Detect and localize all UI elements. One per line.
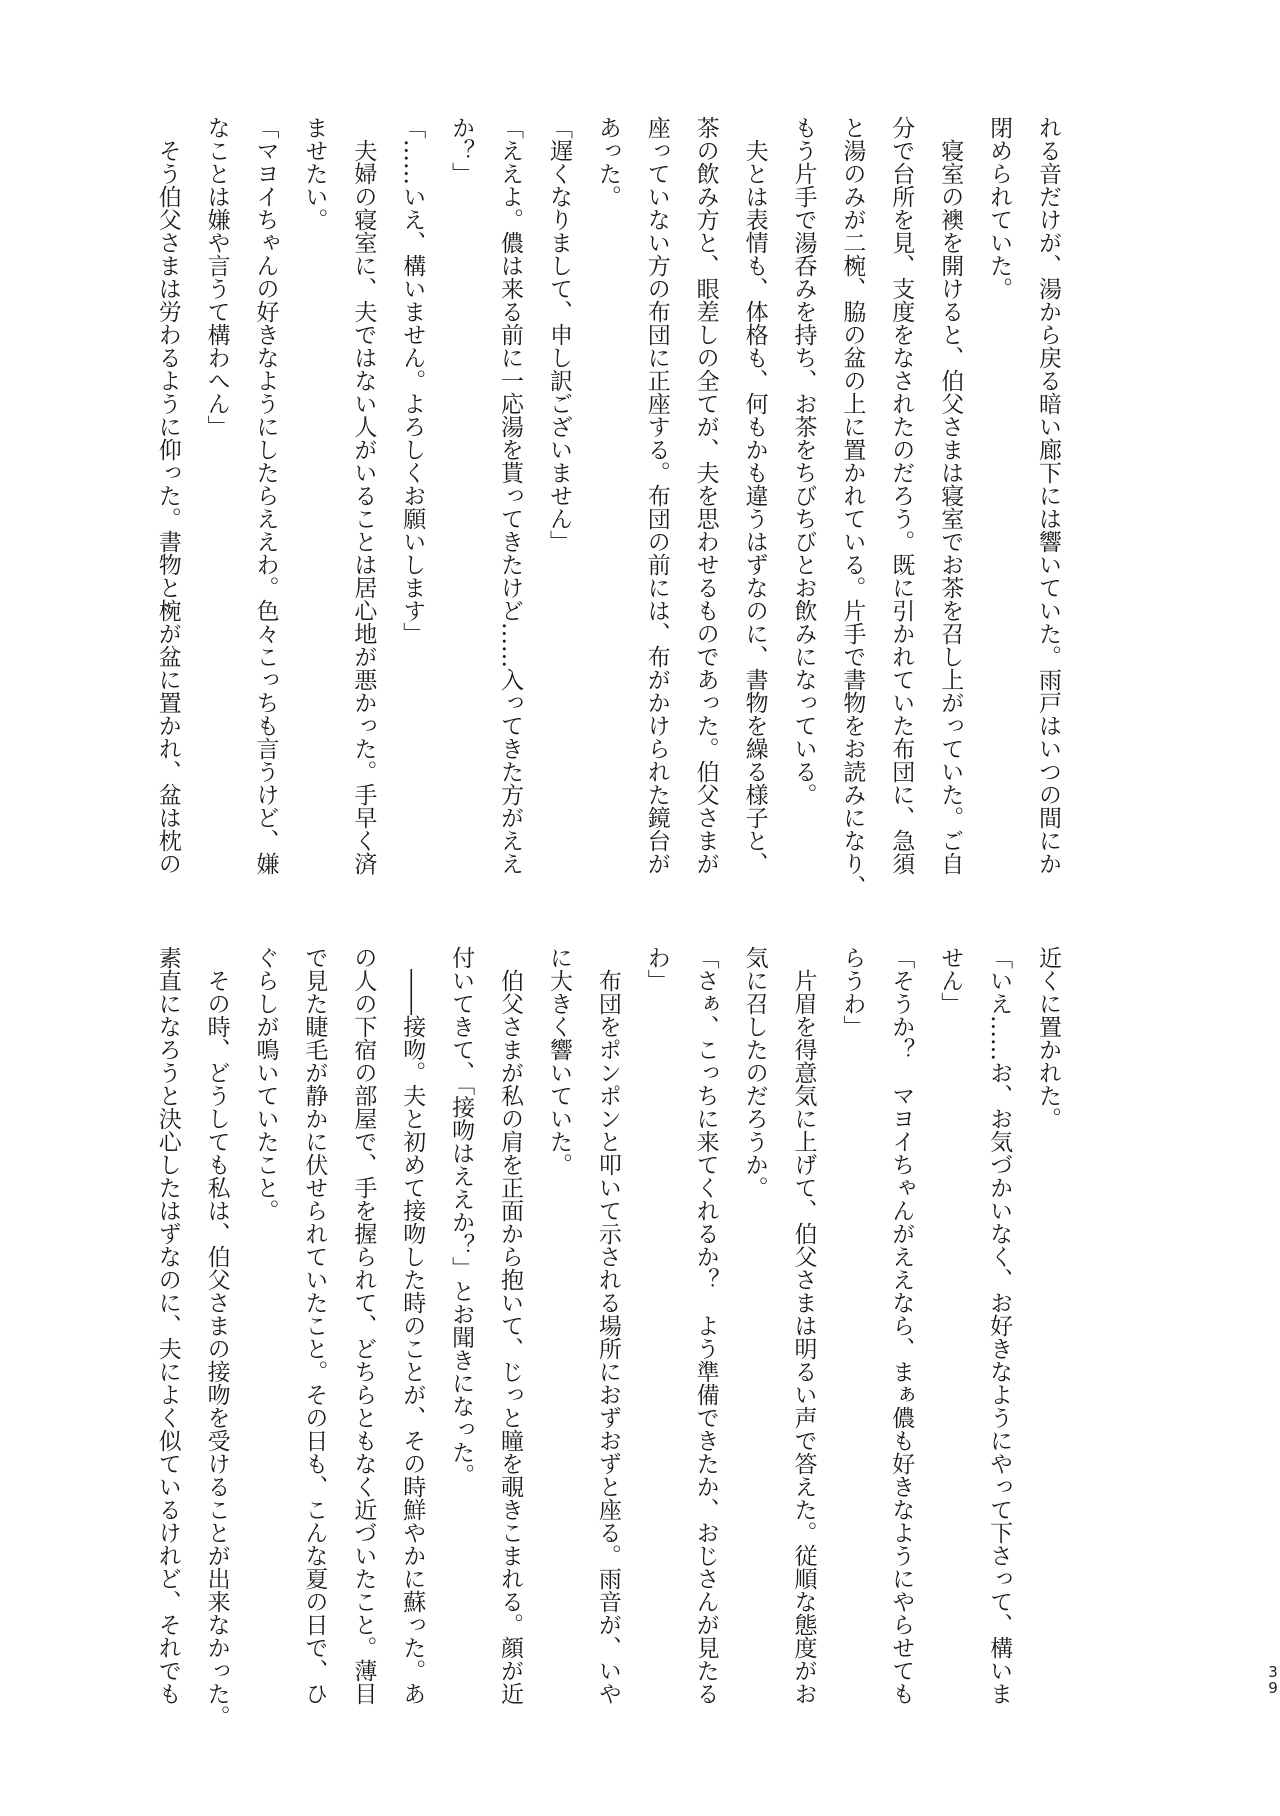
text-line: その時、どうしても私は、伯父さまの接吻を受けることが出来なかった。 <box>203 946 230 1728</box>
text-line: に大きく響いていた。 <box>545 946 572 1176</box>
text-line: ぐらしが鳴いていたこと。 <box>252 946 279 1222</box>
lower-text-block <box>143 946 1072 1728</box>
text-line: 閉められていた。 <box>986 116 1013 300</box>
text-line: らうわ」 <box>839 946 866 1038</box>
text-line: 茶の飲み方と、眼差しの全てが、夫を思わせるものであった。伯父さまが <box>692 116 719 875</box>
text-line: の人の下宿の部屋で、手を握られて、どちらともなく近づいたこと。薄目 <box>350 946 377 1705</box>
page-number-digit: 3 <box>1268 1663 1278 1681</box>
text-line: 「そうか？ マヨイちゃんがええなら、まぁ儂も好きなようにやらせても <box>888 946 915 1705</box>
text-line: 夫婦の寝室に、夫ではない人がいることは居心地が悪かった。手早く済 <box>350 116 377 875</box>
text-line: 伯父さまが私の肩を正面から抱いて、じっと瞳を覗きこまれる。顔が近 <box>497 946 524 1705</box>
text-line: 近くに置かれた。 <box>1035 946 1061 1130</box>
text-line: で見た睫毛が静かに伏せられていたこと。その日も、こんな夏の日で、ひ <box>301 946 328 1705</box>
text-line: 付いてきて、「接吻はええか？」とお聞きになった。 <box>448 946 475 1487</box>
upper-text-block <box>143 116 1072 898</box>
text-line: 夫とは表情も、体格も、何もかも違うはずなのに、書物を繰る様子と、 <box>741 116 768 875</box>
page-number-digit: 9 <box>1268 1679 1278 1697</box>
text-line: 分で台所を見、支度をなされたのだろう。既に引かれていた布団に、急須 <box>888 116 915 875</box>
text-line: 「ええよ。儂は来る前に一応湯を貰ってきたけど……入ってきた方がええ <box>497 116 524 875</box>
text-line: 「さぁ、こっちに来てくれるか？ よう準備できたか、おじさんが見たる <box>692 946 719 1705</box>
text-line: 「マヨイちゃんの好きなようにしたらええわ。色々こっちも言うけど、嫌 <box>252 116 279 875</box>
text-line: もう片手で湯呑みを持ち、お茶をちびちびとお飲みになっている。 <box>790 116 817 806</box>
text-line: 「いえ……お、お気づかいなく、お好きなようにやって下さって、構いま <box>986 946 1013 1705</box>
text-line: 布団をポンポンと叩いて示される場所におずおずと座る。雨音が、いや <box>594 946 621 1705</box>
page-number <box>1266 1664 1280 1696</box>
text-line: せん」 <box>937 946 964 1015</box>
text-line: そう伯父さまは労わるように仰った。書物と椀が盆に置かれ、盆は枕の <box>154 116 181 875</box>
text-line: ――接吻。夫と初めて接吻した時のことが、その時鮮やかに蘇った。あ <box>399 946 426 1705</box>
text-line: 片眉を得意気に上げて、伯父さまは明るい声で答えた。従順な態度がお <box>790 946 817 1705</box>
text-line: あった。 <box>594 116 621 208</box>
text-line: なことは嫌や言うて構わへん」 <box>203 116 230 438</box>
text-line: 気に召したのだろうか。 <box>741 946 768 1199</box>
text-line: 素直になろうと決心したはずなのに、夫によく似ているけれど、それでも <box>154 946 181 1705</box>
text-line: 座っていない方の布団に正座する。布団の前には、布がかけられた鏡台が <box>643 116 670 875</box>
text-line: 「遅くなりまして、申し訳ございません」 <box>545 116 572 553</box>
text-line: ませたい。 <box>301 116 328 231</box>
text-line: か？」 <box>448 116 475 185</box>
text-line: 寝室の襖を開けると、伯父さまは寝室でお茶を召し上がっていた。ご自 <box>937 116 964 875</box>
text-line: と湯のみが二椀、脇の盆の上に置かれている。片手で書物をお読みになり、 <box>839 116 866 898</box>
text-line: わ」 <box>643 946 670 992</box>
text-line: 「……いえ、構いません。よろしくお願いします」 <box>399 116 426 645</box>
text-line: れる音だけが、湯から戻る暗い廊下には響いていた。雨戸はいつの間にか <box>1035 116 1061 875</box>
